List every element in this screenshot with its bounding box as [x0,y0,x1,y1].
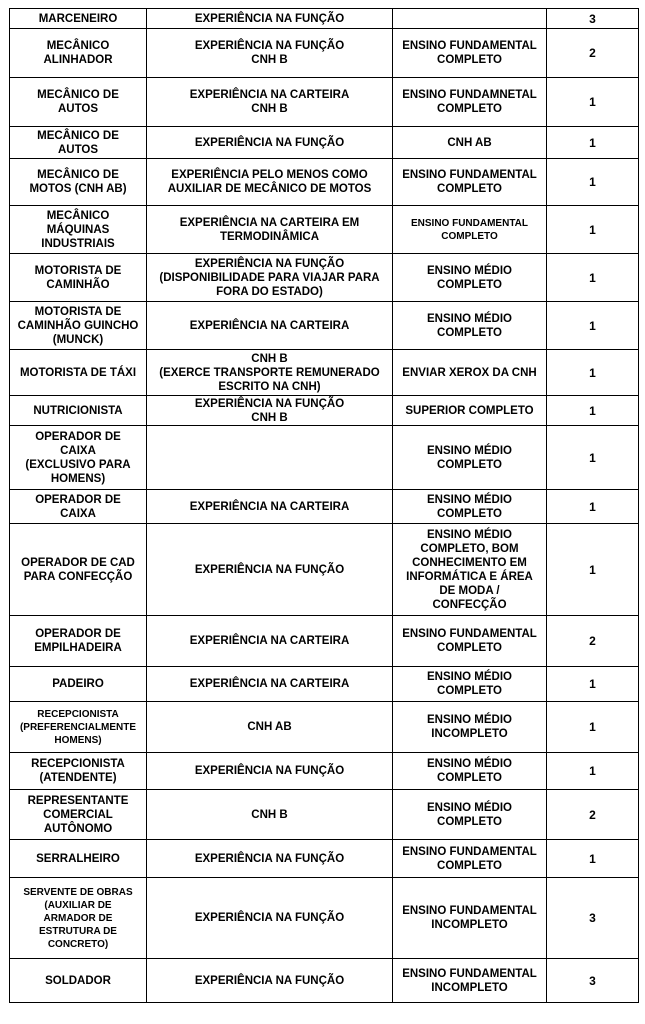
vacancies-cell: 3 [547,959,639,1003]
job-title-cell: RECEPCIONISTA (ATENDENTE) [10,753,147,790]
vacancies-cell: 1 [547,667,639,702]
vacancies-cell: 1 [547,206,639,254]
education-cell: ENVIAR XEROX DA CNH [393,350,547,396]
table-row [10,753,639,790]
requirements-cell: EXPERIÊNCIA NA CARTEIRA [147,490,393,524]
table-row [10,254,639,302]
table-row [10,78,639,127]
education-cell: ENSINO MÉDIO COMPLETO [393,753,547,790]
job-title-cell: MECÂNICO ALINHADOR [10,29,147,78]
education-cell: ENSINO FUNDAMENTAL COMPLETO [393,840,547,878]
requirements-cell: EXPERIÊNCIA NA CARTEIRA [147,667,393,702]
table-row [10,9,639,29]
table-row [10,350,639,396]
requirements-cell: EXPERIÊNCIA NA CARTEIRA EM TERMODINÂMICA [147,206,393,254]
vacancies-cell: 1 [547,840,639,878]
education-cell: ENSINO FUNDAMENTAL COMPLETO [393,206,547,254]
education-cell: ENSINO MÉDIO INCOMPLETO [393,702,547,753]
table-row [10,127,639,159]
vacancies-cell: 1 [547,753,639,790]
table-row [10,878,639,959]
table-row [10,302,639,350]
job-title-cell: MECÂNICO MÁQUINAS INDUSTRIAIS [10,206,147,254]
vacancies-cell: 1 [547,490,639,524]
requirements-cell: EXPERIÊNCIA PELO MENOS COMO AUXILIAR DE MECÂNICO DE MOTOS [147,159,393,206]
vacancies-cell: 1 [547,426,639,490]
education-cell: ENSINO FUNDAMENTAL INCOMPLETO [393,878,547,959]
requirements-cell: EXPERIÊNCIA NA FUNÇÃO [147,753,393,790]
table-row [10,490,639,524]
education-cell: ENSINO MÉDIO COMPLETO [393,426,547,490]
vacancies-cell: 2 [547,616,639,667]
job-openings-table [9,8,639,1003]
education-cell: ENSINO FUNDAMENTAL COMPLETO [393,616,547,667]
job-title-cell: REPRESENTANTE COMERCIAL AUTÔNOMO [10,790,147,840]
requirements-cell: EXPERIÊNCIA NA FUNÇÃO [147,524,393,616]
table-row [10,206,639,254]
job-title-cell: MECÂNICO DE AUTOS [10,127,147,159]
requirements-cell: EXPERIÊNCIA NA FUNÇÃO [147,959,393,1003]
education-cell: SUPERIOR COMPLETO [393,396,547,426]
vacancies-cell: 1 [547,254,639,302]
requirements-cell: CNH B (EXERCE TRANSPORTE REMUNERADO ESCRITO NA CNH) [147,350,393,396]
education-cell: ENSINO FUNDAMENTAL COMPLETO [393,159,547,206]
table-row [10,840,639,878]
table-row [10,667,639,702]
table-row [10,616,639,667]
table-row [10,426,639,490]
requirements-cell: EXPERIÊNCIA NA CARTEIRA CNH B [147,78,393,127]
education-cell: CNH AB [393,127,547,159]
requirements-cell: EXPERIÊNCIA NA FUNÇÃO CNH B [147,396,393,426]
requirements-cell: EXPERIÊNCIA NA FUNÇÃO [147,878,393,959]
vacancies-cell: 1 [547,350,639,396]
job-title-cell: SOLDADOR [10,959,147,1003]
vacancies-cell: 1 [547,159,639,206]
vacancies-cell: 1 [547,702,639,753]
education-cell: ENSINO FUNDAMENTAL INCOMPLETO [393,959,547,1003]
table-row [10,29,639,78]
vacancies-cell: 1 [547,396,639,426]
vacancies-cell: 2 [547,790,639,840]
job-title-cell: MOTORISTA DE TÁXI [10,350,147,396]
requirements-cell: CNH AB [147,702,393,753]
requirements-cell: CNH B [147,790,393,840]
vacancies-cell: 1 [547,302,639,350]
vacancies-cell: 1 [547,78,639,127]
education-cell: ENSINO MÉDIO COMPLETO [393,254,547,302]
job-title-cell: NUTRICIONISTA [10,396,147,426]
requirements-cell [147,426,393,490]
job-title-cell: SERVENTE DE OBRAS (AUXILIAR DE ARMADOR DE ESTRUTURA DE CONCRETO) [10,878,147,959]
requirements-cell: EXPERIÊNCIA NA FUNÇÃO (DISPONIBILIDADE PARA VIAJAR PARA FORA DO ESTADO) [147,254,393,302]
education-cell: ENSINO MÉDIO COMPLETO [393,302,547,350]
vacancies-cell: 3 [547,878,639,959]
job-title-cell: OPERADOR DE CAIXA [10,490,147,524]
job-title-cell: MOTORISTA DE CAMINHÃO [10,254,147,302]
education-cell: ENSINO FUNDAMNETAL COMPLETO [393,78,547,127]
table-row [10,790,639,840]
job-title-cell: OPERADOR DE EMPILHADEIRA [10,616,147,667]
education-cell: ENSINO MÉDIO COMPLETO, BOM CONHECIMENTO EM INFORMÁTICA E ÁREA DE MODA / CONFECÇÃO [393,524,547,616]
table-row [10,959,639,1003]
table-row [10,702,639,753]
requirements-cell: EXPERIÊNCIA NA FUNÇÃO [147,9,393,29]
job-title-cell: MARCENEIRO [10,9,147,29]
requirements-cell: EXPERIÊNCIA NA FUNÇÃO [147,840,393,878]
requirements-cell: EXPERIÊNCIA NA CARTEIRA [147,616,393,667]
vacancies-cell: 1 [547,524,639,616]
education-cell: ENSINO MÉDIO COMPLETO [393,790,547,840]
job-title-cell: OPERADOR DE CAD PARA CONFECÇÃO [10,524,147,616]
education-cell: ENSINO MÉDIO COMPLETO [393,667,547,702]
vacancies-cell: 3 [547,9,639,29]
education-cell [393,9,547,29]
table-row [10,396,639,426]
job-title-cell: MOTORISTA DE CAMINHÃO GUINCHO (MUNCK) [10,302,147,350]
education-cell: ENSINO MÉDIO COMPLETO [393,490,547,524]
job-title-cell: MECÂNICO DE MOTOS (CNH AB) [10,159,147,206]
requirements-cell: EXPERIÊNCIA NA FUNÇÃO [147,127,393,159]
vacancies-cell: 2 [547,29,639,78]
job-title-cell: SERRALHEIRO [10,840,147,878]
education-cell: ENSINO FUNDAMENTAL COMPLETO [393,29,547,78]
table-row [10,159,639,206]
job-title-cell: MECÂNICO DE AUTOS [10,78,147,127]
requirements-cell: EXPERIÊNCIA NA CARTEIRA [147,302,393,350]
job-title-cell: RECEPCIONISTA (PREFERENCIALMENTE HOMENS) [10,702,147,753]
vacancies-cell: 1 [547,127,639,159]
job-title-cell: OPERADOR DE CAIXA (EXCLUSIVO PARA HOMENS) [10,426,147,490]
table-row [10,524,639,616]
requirements-cell: EXPERIÊNCIA NA FUNÇÃO CNH B [147,29,393,78]
job-title-cell: PADEIRO [10,667,147,702]
